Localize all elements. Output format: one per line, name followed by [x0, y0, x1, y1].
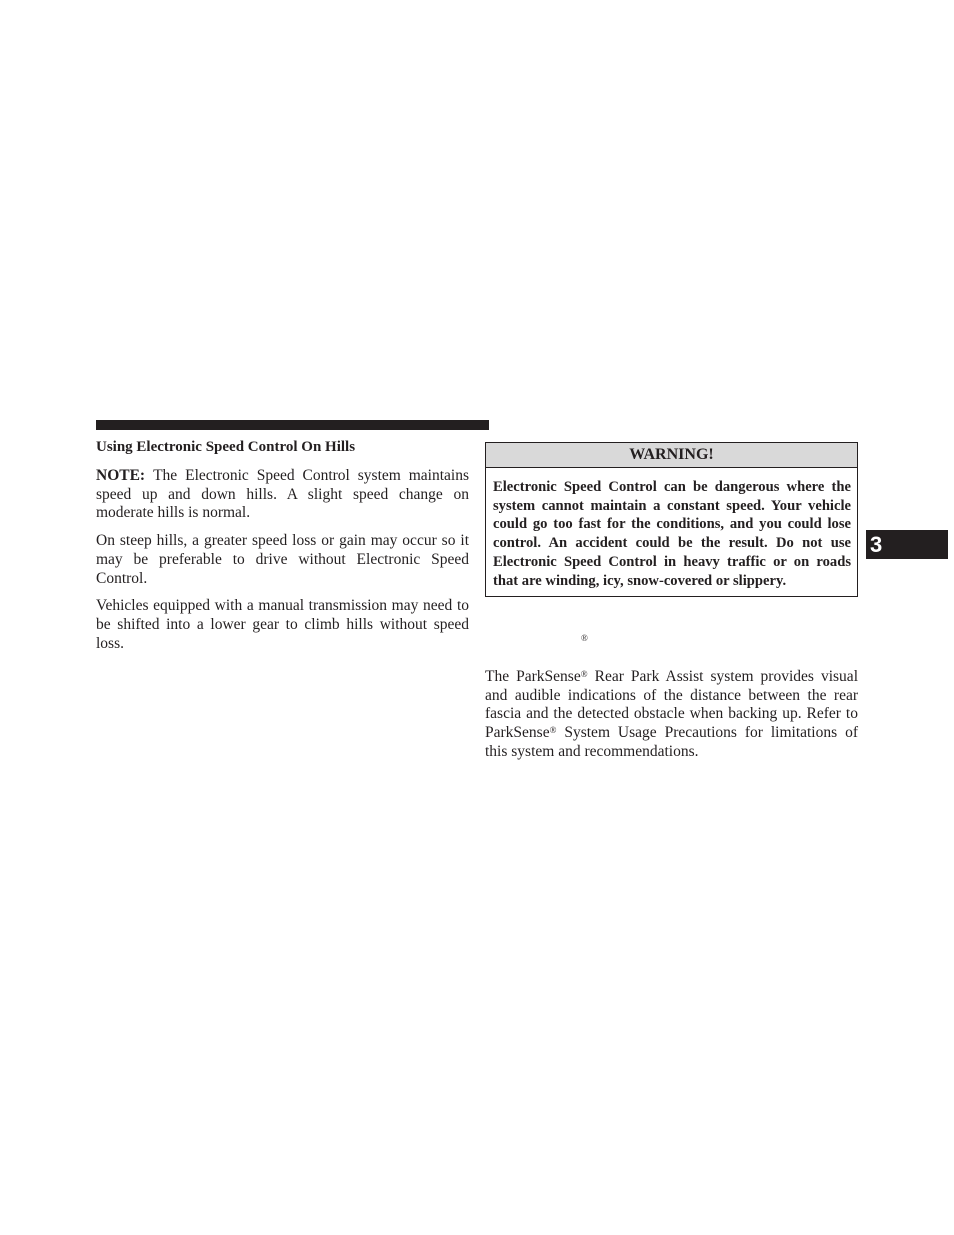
- parksense-text-1: The ParkSense: [485, 668, 581, 685]
- parksense-text-2: Rear Park Assist system provides visual and audible indications of the distance between the rear fascia and the detected obstacle when backing up. Refer to ParkSense: [485, 668, 858, 742]
- parksense-heading-registered-mark: ®: [581, 633, 588, 643]
- section-heading-hills: Using Electronic Speed Control On Hills: [96, 439, 356, 455]
- section-divider-bar: [96, 420, 489, 430]
- warning-box: [485, 442, 858, 597]
- chapter-tab: [866, 530, 948, 559]
- steep-hills-paragraph: On steep hills, a greater speed loss or gain may occur so it may be preferable to drive without Electronic Speed Control.: [96, 532, 469, 587]
- note-label: NOTE:: [96, 467, 146, 484]
- right-column: [485, 668, 858, 771]
- registered-mark-2: ®: [549, 725, 557, 736]
- manual-transmission-paragraph: Vehicles equipped with a manual transmission may need to be shifted into a lower gear to climb hills without speed loss.: [96, 597, 469, 652]
- registered-mark-1: ®: [580, 669, 588, 679]
- warning-body: Electronic Speed Control can be dangerous where the system cannot maintain a constant speed. Your vehicle could go too fast for the conditions, and you could lose control. An accident could be the result. Do not use Electronic Speed Control in heavy traffic or on roads that are winding, icy, snow-covered or slippery.: [493, 479, 851, 589]
- note-text: The Electronic Speed Control system maintains speed up and down hills. A slight speed change on moderate hills is normal.: [96, 467, 469, 522]
- note-paragraph: [96, 467, 469, 523]
- left-column: [96, 438, 469, 662]
- parksense-text-3: System Usage Precautions for limitations of this system and recommendations.: [485, 724, 858, 760]
- parksense-paragraph: [485, 668, 858, 762]
- warning-title: WARNING!: [486, 443, 857, 468]
- chapter-number: 3: [870, 532, 883, 557]
